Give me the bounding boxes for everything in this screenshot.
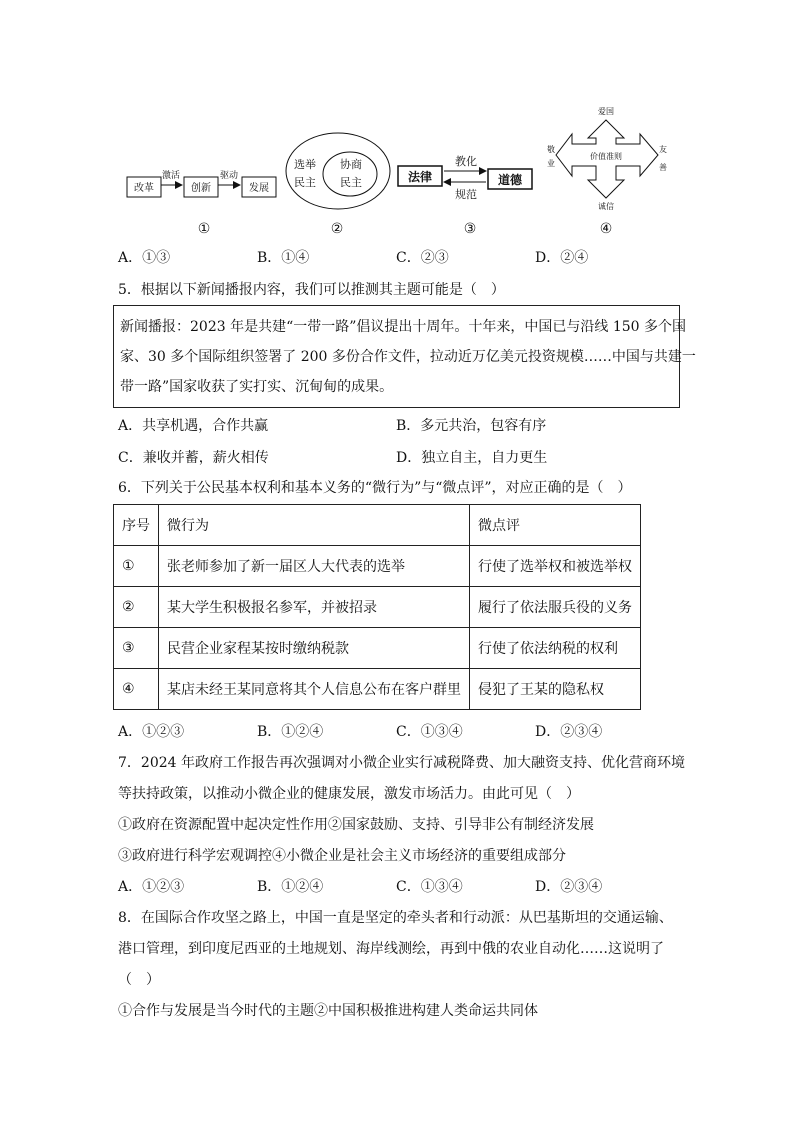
row-comment: 侵犯了王某的隐私权: [470, 669, 641, 710]
header-comment: 微点评: [470, 505, 641, 546]
q8-stem-line-1: 8．在国际合作攻坚之路上，中国一直是坚定的牵头者和行动派：从巴基斯坦的交通运输、: [118, 910, 673, 926]
arrow-drive-label: 驱动: [219, 171, 239, 181]
arrow-activate-label: 激活: [161, 171, 181, 181]
box-development-label: 发展: [249, 183, 269, 194]
q7-option-b[interactable]: B．①②④: [257, 879, 324, 895]
center-label: 价值准则: [590, 152, 622, 161]
row-comment: 行使了依法纳税的权利: [470, 628, 641, 669]
q8-stem-line-3: （ ）: [118, 972, 160, 988]
row-index: ④: [114, 669, 159, 710]
box-morality-label: 道德: [497, 173, 523, 187]
outer-label-1: 选举: [294, 158, 316, 171]
q6-table: [113, 504, 641, 710]
diagram-number-3: ③: [463, 221, 477, 237]
q5-news-line-1: 新闻播报：2023 年是共建“一带一路”倡议提出十周年。十年来，中国已与沿线 150 多个国: [120, 319, 687, 335]
diagram-reform-flow: [127, 169, 276, 197]
box-law-label: 法律: [407, 170, 433, 184]
row-comment: 履行了依法服兵役的义务: [470, 587, 641, 628]
inner-label-1: 协商: [340, 158, 362, 171]
outer-ellipse: [286, 133, 390, 209]
box-innovation-label: 创新: [191, 183, 211, 194]
right-label-2: 善: [659, 163, 667, 172]
q7-statement-3-4: ③政府进行科学宏观调控④小微企业是社会主义市场经济的重要组成部分: [118, 848, 566, 864]
q6-stem: 6．下列关于公民基本权利和基本义务的“微行为”与“微点评”，对应正确的是（ ）: [118, 480, 632, 496]
q5-option-a[interactable]: A．共享机遇，合作共赢: [118, 418, 269, 434]
q5-news-line-3: 带一路”国家收获了实打实、沉甸甸的成果。: [120, 379, 394, 395]
q7-statement-1-2: ①政府在资源配置中起决定性作用②国家鼓励、支持、引导非公有制经济发展: [118, 817, 594, 833]
q7-option-a[interactable]: A．①②③: [118, 879, 185, 895]
row-behavior: 某大学生积极报名参军，并被招录: [159, 587, 470, 628]
left-label-2: 业: [547, 159, 555, 168]
box-reform-label: 改革: [134, 183, 154, 194]
q7-option-d[interactable]: D．②③④: [535, 879, 603, 895]
row-index: ①: [114, 546, 159, 587]
q6-option-b[interactable]: B．①②④: [257, 724, 324, 740]
row-comment: 行使了选举权和被选举权: [470, 546, 641, 587]
table-row: [114, 587, 641, 628]
q4-option-d[interactable]: D．②④: [535, 250, 589, 266]
outer-label-2: 民主: [294, 176, 316, 189]
diagram-values-cross: [547, 106, 667, 211]
diagram-number-4: ④: [599, 221, 613, 237]
q4-option-a[interactable]: A．①③: [118, 250, 171, 266]
table-header-row: [114, 505, 641, 546]
q5-stem: 5．根据以下新闻播报内容，我们可以推测其主题可能是（ ）: [118, 282, 505, 298]
q8-stem-line-2: 港口管理，到印度尼西亚的土地规划、海岸线测绘，再到中俄的农业自动化……这说明了: [118, 941, 664, 957]
q5-option-b[interactable]: B．多元共治，包容有序: [396, 418, 547, 434]
arrow-educate-label: 教化: [455, 155, 477, 168]
q7-option-c[interactable]: C．①③④: [396, 879, 463, 895]
q8-statement-1-2: ①合作与发展是当今时代的主题②中国积极推进构建人类命运共同体: [118, 1003, 538, 1019]
q5-option-c[interactable]: C．兼收并蓄，薪火相传: [118, 450, 269, 466]
header-index: 序号: [114, 505, 159, 546]
top-label: 爱国: [598, 107, 614, 116]
q7-stem-line-2: 等扶持政策，以推动小微企业的健康发展，激发市场活力。由此可见（ ）: [118, 786, 580, 802]
right-label-1: 友: [659, 145, 667, 154]
q4-option-b[interactable]: B．①④: [257, 250, 310, 266]
diagram-democracy-circles: [286, 133, 390, 209]
table-row: [114, 628, 641, 669]
row-behavior: 某店未经王某同意将其个人信息公布在客户群里: [159, 669, 470, 710]
q6-option-a[interactable]: A．①②③: [118, 724, 185, 740]
row-index: ②: [114, 587, 159, 628]
q7-stem-line-1: 7．2024 年政府工作报告再次强调对小微企业实行减税降费、加大融资支持、优化营商环境: [118, 755, 685, 771]
q5-news-line-2: 家、30 多个国际组织签署了 200 多份合作文件，拉动近万亿美元投资规模……中国与共建一: [120, 349, 696, 365]
q4-diagrams: [0, 0, 794, 240]
q6-option-c[interactable]: C．①③④: [396, 724, 463, 740]
diagram-law-morality: [398, 154, 532, 201]
arrow-regulate-label: 规范: [455, 188, 477, 201]
q4-option-c[interactable]: C．②③: [396, 250, 449, 266]
q5-news-box: [113, 305, 696, 408]
bottom-label: 诚信: [598, 202, 614, 211]
table-row: [114, 669, 641, 710]
row-index: ③: [114, 628, 159, 669]
left-label-1: 敬: [547, 145, 555, 154]
row-behavior: 张老师参加了新一届区人大代表的选举: [159, 546, 470, 587]
table-row: [114, 546, 641, 587]
diagram-number-2: ②: [330, 221, 344, 237]
row-behavior: 民营企业家程某按时缴纳税款: [159, 628, 470, 669]
q6-option-d[interactable]: D．②③④: [535, 724, 603, 740]
header-behavior: 微行为: [159, 505, 470, 546]
q5-option-d[interactable]: D．独立自主，自力更生: [396, 450, 548, 466]
diagram-number-1: ①: [197, 221, 211, 237]
inner-label-2: 民主: [340, 176, 362, 189]
